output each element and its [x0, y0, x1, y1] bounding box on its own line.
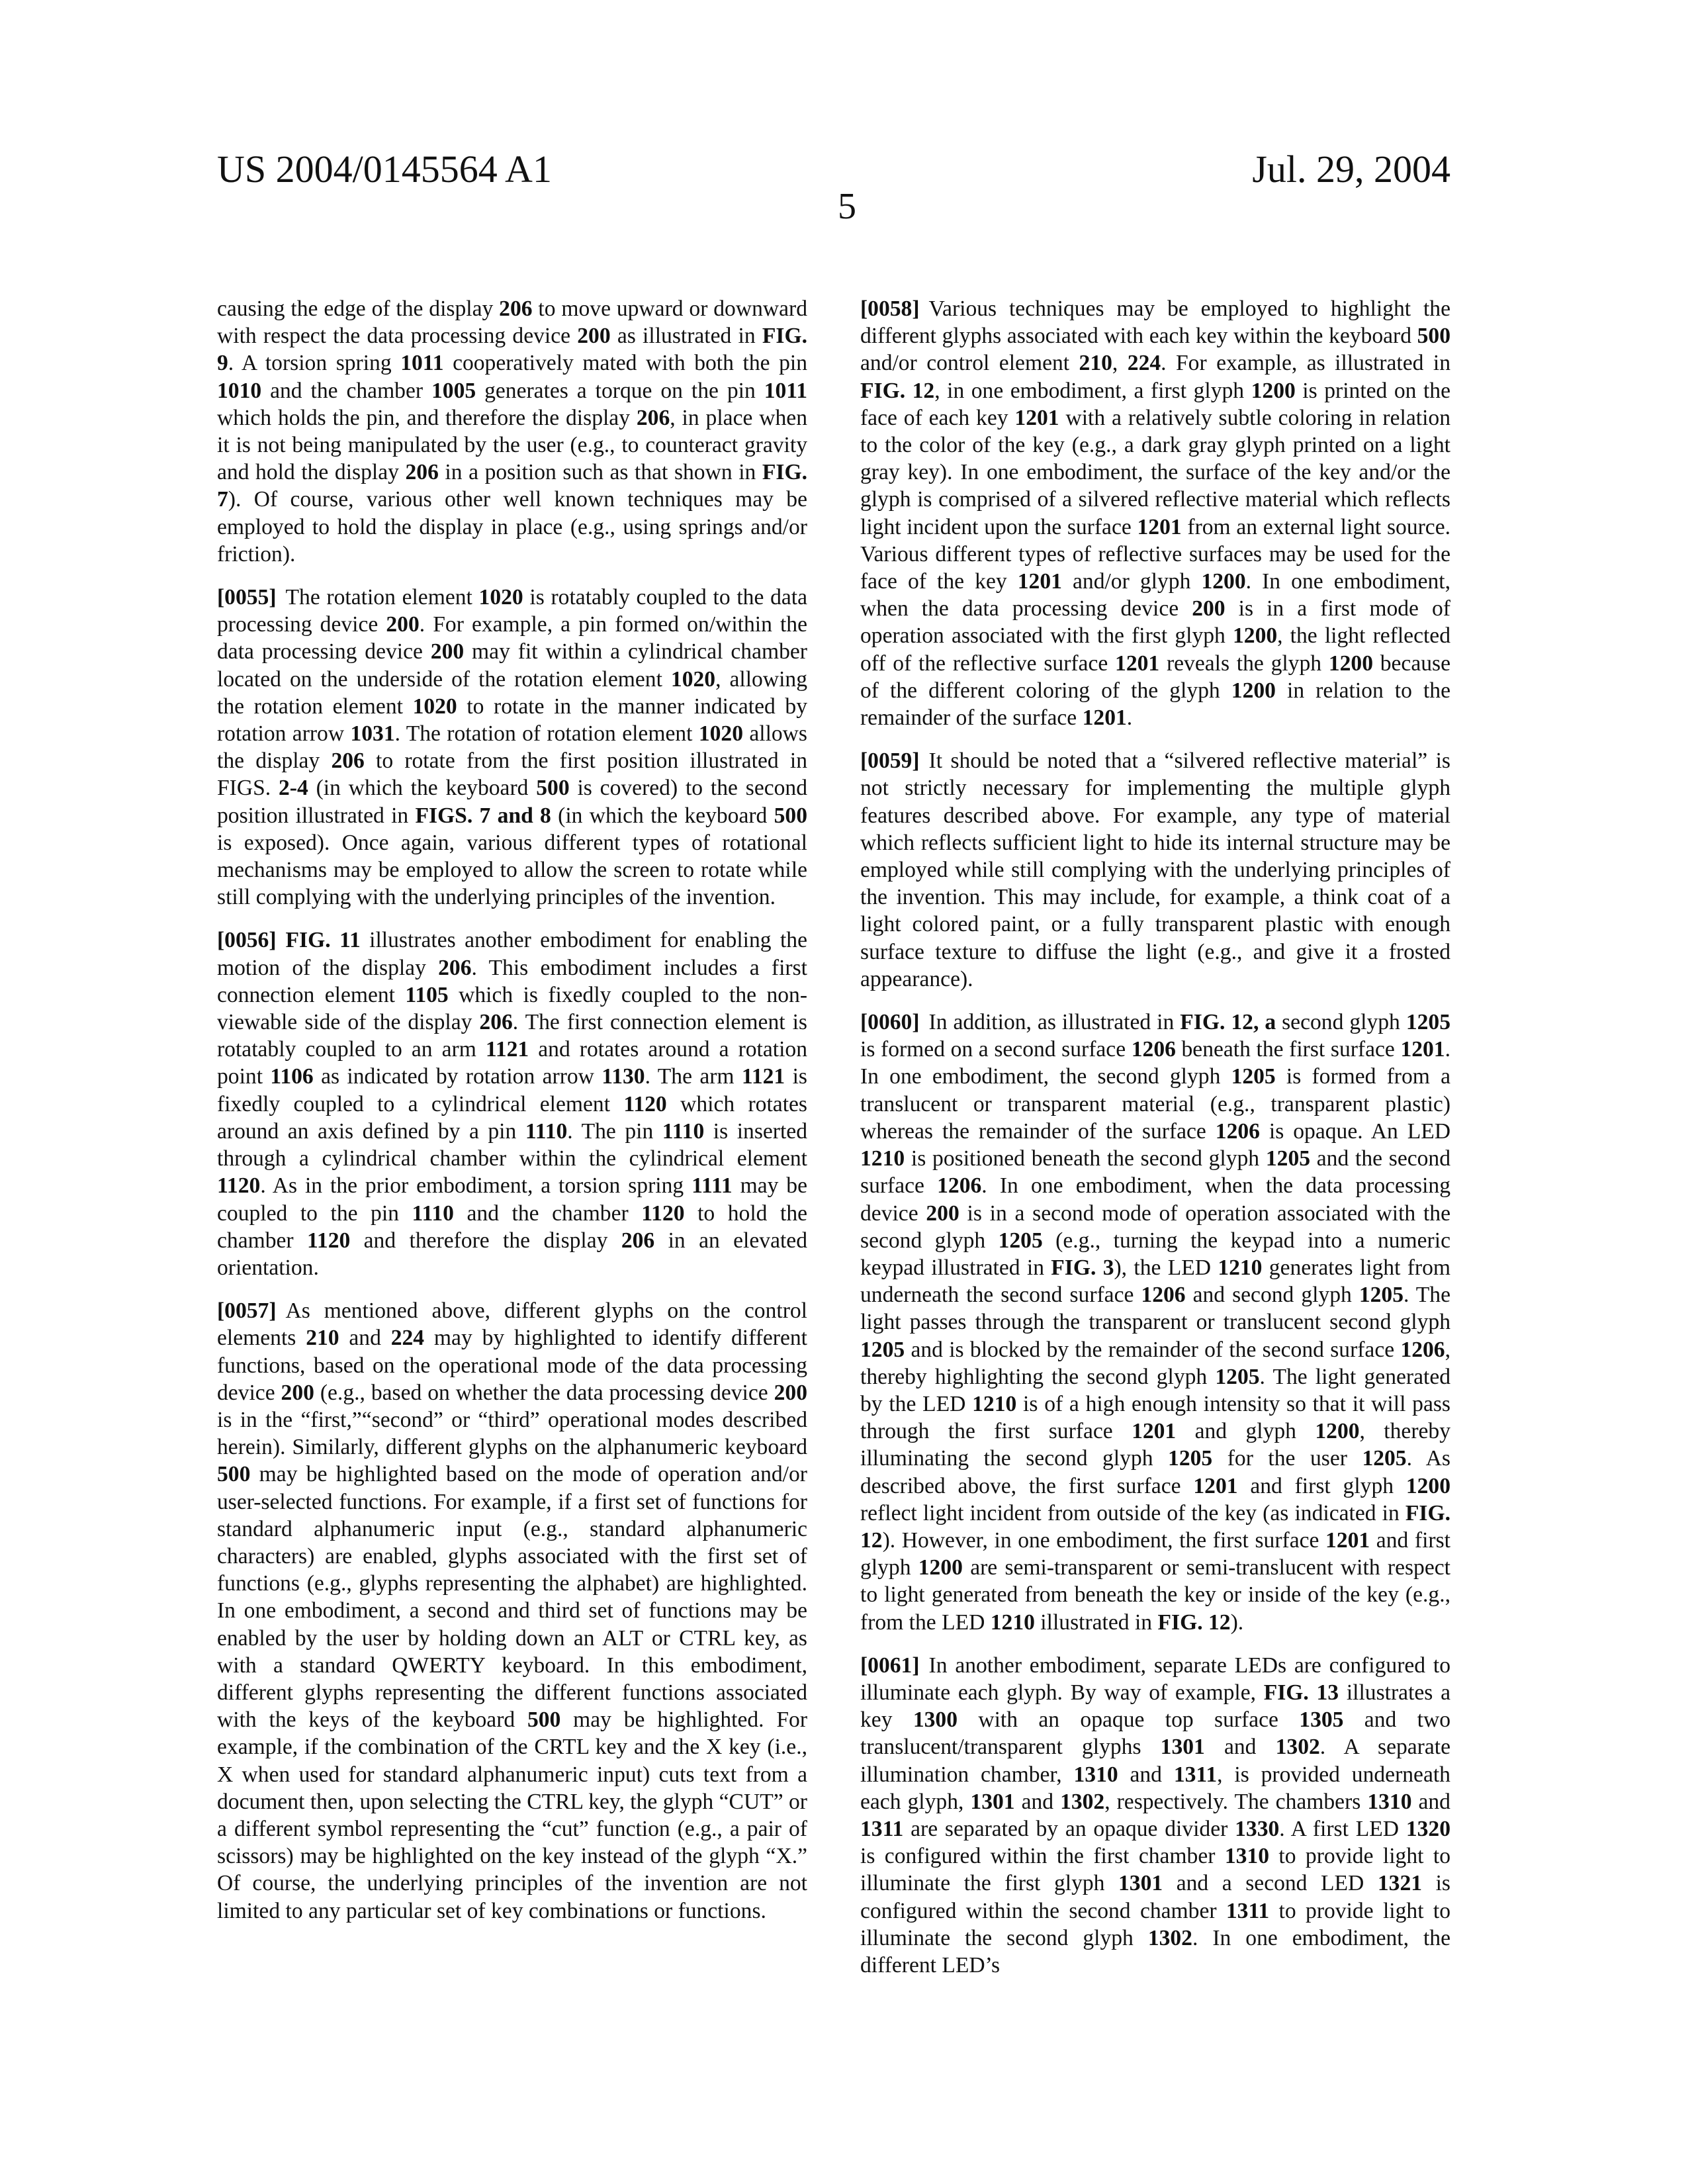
- paragraph-number: [0060]: [860, 1010, 920, 1035]
- paragraph-text: It should be noted that a “silvered reflective material” is not strictly necessary for implementing the multiple glyph features described above. For example, any type of material which reflects sufficient light to hide its internal structure may be employed while still complying with the underlying principles of the invention. This may include, for example, a think coat of a light colored paint, or a fully transparent plastic with enough surface texture to diffuse the light (e.g., and give it a frosted appearance).: [860, 749, 1450, 991]
- publication-number: US 2004/0145564 A1: [217, 148, 552, 191]
- paragraph-number: [0056]: [217, 928, 277, 953]
- paragraph-text: Various techniques may be employed to highlight the different glyphs associated with each key within the keyboard 500 and/or control element 210, 224. For example, as illustrated in FIG. 12, in one embodiment, a first glyph 1200 is printed on the face of each key 1201 with a relatively subtle coloring in relation to the color of the key (e.g., a dark gray glyph printed on a light gray key). In one embodiment, the surface of the key and/or the glyph is comprised of a silvered reflective material which reflects light incident upon the surface 1201 from an external light source. Various different types of reflective surfaces may be used for the face of the key 1201 and/or glyph 1200. In one embodiment, when the data processing device 200 is in a first mode of operation associated with the first glyph 1200, the light reflected off of the reflective surface 1201 reveals the glyph 1200 because of the different coloring of the glyph 1200 in relation to the remainder of the surface 1201.: [860, 296, 1451, 731]
- paragraph-text: FIG. 11 illustrates another embodiment for enabling the motion of the display 206. This embodiment includes a first connection element 1105 which is fixedly coupled to the non-viewable side of the display 206. The first connection element is rotatably coupled to an arm 1121 and rotates around a rotation point 1106 as indicated by rotation arrow 1130. The arm 1121 is fixedly coupled to a cylindrical element 1120 which rotates around an axis defined by a pin 1110. The pin 1110 is inserted through a cylindrical chamber within the cylindrical element 1120. As in the prior embodiment, a torsion spring 1111 may be coupled to the pin 1110 and the chamber 1120 to hold the chamber 1120 and therefore the display 206 in an elevated orientation.: [217, 928, 808, 1280]
- paragraph-text: As mentioned above, different glyphs on the control elements 210 and 224 may by highlighted to identify different functions, based on the operational mode of the data processing device 200 (e.g., based on whether the data processing device 200 is in the “first,”“second” or “third” operational modes described herein). Similarly, different glyphs on the alphanumeric keyboard 500 may be highlighted based on the mode of operation and/or user-selected functions. For example, if a first set of functions for standard alphanumeric input (e.g., standard alphanumeric characters) are enabled, glyphs associated with the first set of functions (e.g., glyphs representing the alphabet) are highlighted. In one embodiment, a second and third set of functions may be enabled by the user by holding down an ALT or CTRL key, as with a standard QWERTY keyboard. In this embodiment, different glyphs representing the different functions associated with the keys of the keyboard 500 may be highlighted. For example, if the combination of the CRTL key and the X key (i.e., X when used for standard alphanumeric input) cuts text from a document then, upon selecting the CTRL key, the glyph “CUT” or a different symbol representing the “cut” function (e.g., a pair of scissors) may be highlighted on the key instead of the glyph “X.” Of course, the underlying principles of the invention are not limited to any particular set of key combinations or functions.: [217, 1298, 807, 1923]
- paragraph-number: [0055]: [217, 585, 277, 610]
- paragraph-number: [0061]: [860, 1653, 920, 1678]
- paragraph-number: [0059]: [860, 749, 920, 774]
- paragraph-text: In addition, as illustrated in FIG. 12, a second glyph 1205 is formed on a second surface 1206 beneath the first surface 1201. In one embodiment, the second glyph 1205 is formed from a translucent or transparent material (e.g., transparent plastic) whereas the remainder of the surface 1206 is opaque. An LED 1210 is positioned beneath the second glyph 1205 and the second surface 1206. In one embodiment, when the data processing device 200 is in a second mode of operation associated with the second glyph 1205 (e.g., turning the keypad into a numeric keypad illustrated in FIG. 3), the LED 1210 generates light from underneath the second surface 1206 and second glyph 1205. The light passes through the transparent or translucent second glyph 1205 and is blocked by the remainder of the second surface 1206, thereby highlighting the second glyph 1205. The light generated by the LED 1210 is of a high enough intensity so that it will pass through the first surface 1201 and glyph 1200, thereby illuminating the second glyph 1205 for the user 1205. As described above, the first surface 1201 and first glyph 1200 reflect light incident from outside of the key (as indicated in FIG. 12). However, in one embodiment, the first surface 1201 and first glyph 1200 are semi-transparent or semi-translucent with respect to light generated from beneath the key or inside of the key (e.g., from the LED 1210 illustrated in FIG. 12).: [860, 1010, 1451, 1635]
- paragraph-number: [0057]: [217, 1298, 277, 1324]
- paragraph-0058: [860, 295, 1450, 731]
- publication-date: Jul. 29, 2004: [1252, 148, 1450, 191]
- paragraph-0055: [217, 584, 807, 911]
- paragraph-0056: [217, 927, 807, 1281]
- paragraph-left-cont: [217, 295, 807, 568]
- paragraph-text: The rotation element 1020 is rotatably coupled to the data processing device 200. For example, a pin formed on/within the data processing device 200 may fit within a cylindrical chamber located on the underside of the rotation element 1020, allowing the rotation element 1020 to rotate in the manner indicated by rotation arrow 1031. The rotation of rotation element 1020 allows the display 206 to rotate from the first position illustrated in FIGS. 2-4 (in which the keyboard 500 is covered) to the second position illustrated in FIGS. 7 and 8 (in which the keyboard 500 is exposed). Once again, various different types of rotational mechanisms may be employed to allow the screen to rotate while still complying with the underlying principles of the invention.: [217, 585, 808, 910]
- paragraph-0061: [860, 1652, 1450, 1979]
- left-column: [217, 295, 807, 1940]
- paragraph-text: causing the edge of the display 206 to move upward or downward with respect the data processing device 200 as illustrated in FIG. 9. A torsion spring 1011 cooperatively mated with both the pin 1010 and the chamber 1005 generates a torque on the pin 1011 which holds the pin, and therefore the display 206, in place when it is not being manipulated by the user (e.g., to counteract gravity and hold the display 206 in a position such as that shown in FIG. 7). Of course, various other well known techniques may be employed to hold the display in place (e.g., using springs and/or friction).: [217, 296, 807, 567]
- paragraph-0060: [860, 1009, 1450, 1636]
- paragraph-text: In another embodiment, separate LEDs are configured to illuminate each glyph. By way of example, FIG. 13 illustrates a key 1300 with an opaque top surface 1305 and two translucent/transparent glyphs 1301 and 1302. A separate illumination chamber, 1310 and 1311, is provided underneath each glyph, 1301 and 1302, respectively. The chambers 1310 and 1311 are separated by an opaque divider 1330. A first LED 1320 is configured within the first chamber 1310 to provide light to illuminate the first glyph 1301 and a second LED 1321 is configured within the second chamber 1311 to provide light to illuminate the second glyph 1302. In one embodiment, the different LED’s: [860, 1653, 1451, 1978]
- page-number: 5: [838, 186, 856, 227]
- right-column: [860, 295, 1450, 1995]
- paragraph-0057: [217, 1297, 807, 1925]
- paragraph-number: [0058]: [860, 296, 920, 321]
- paragraph-0059: [860, 747, 1450, 993]
